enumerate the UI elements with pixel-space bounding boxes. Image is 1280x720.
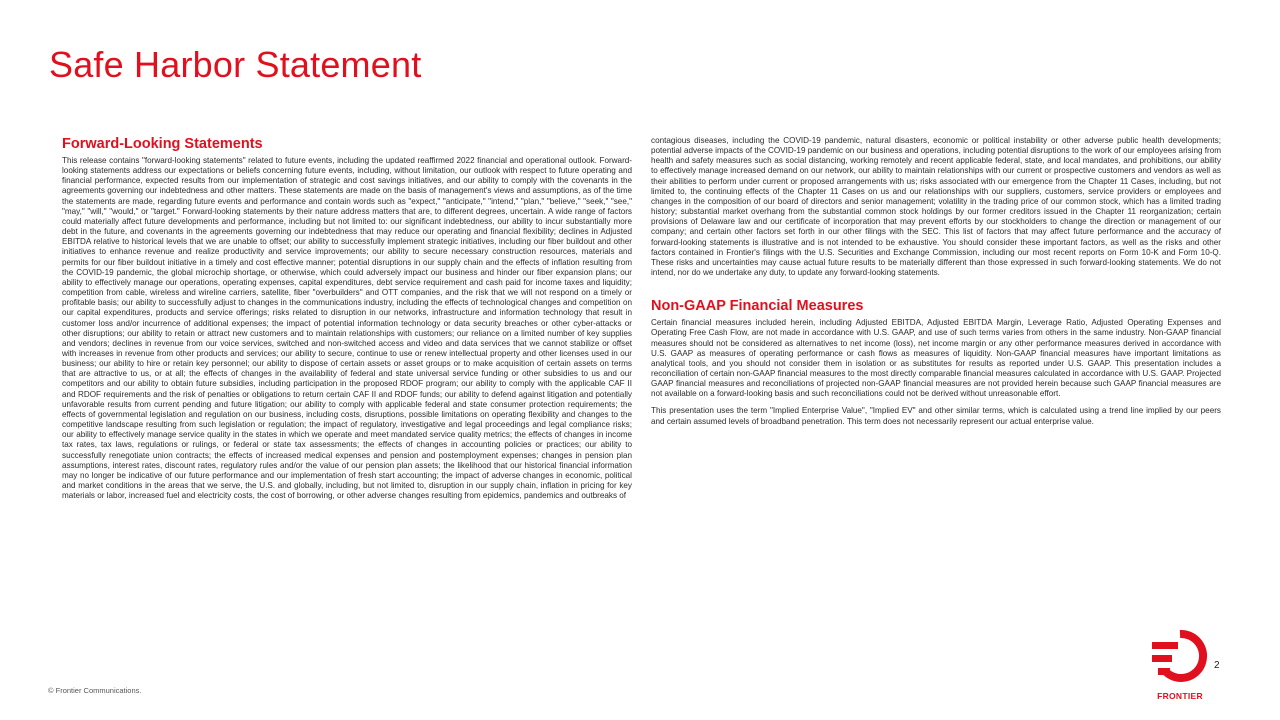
left-column — [62, 136, 632, 501]
page-number: 2 — [1214, 660, 1220, 671]
forward-looking-continuation: contagious diseases, including the COVID-19 pandemic, natural disasters, economic or political instability or other adverse public health developments; potential adverse impacts of the COVID-19 pandemic on our business and operations, including potential disruptions to the work of our employees arising from health and safety measures such as social distancing, working remotely and recent applicable federal, state, and local mandates, and prohibitions, our ability to effectively manage increased demand on our network, our ability to maintain relationships with our current or prospective customers and vendors as well as their abilities to perform under current or proposed arrangements with us; risks associated with our emergence from the Chapter 11 Cases, including, but not limited to, the continuing effects of the Chapter 11 Cases on us and our relationships with our suppliers, customers, service providers or employees and changes in the composition of our board of directors and senior management; volatility in the trading price of our common stock, which has a limited trading history; substantial market overhang from the substantial common stock holdings by our former creditors issued in the Chapter 11 reorganization; certain provisions of Delaware law and our certificate of incorporation that may prevent efforts by our stockholders to change the direction or management of our company; and certain other factors set forth in our other filings with the SEC. This list of factors that may affect future performance and the accuracy of forward-looking statements is illustrative and is not intended to be exhaustive. You should consider these important factors, as well as the risks and other factors contained in Frontier's filings with the U.S. Securities and Exchange Commission, including our most recent reports on Form 10-K and Form 10-Q. These risks and uncertainties may cause actual future results to be materially different than those expressed in such forward-looking statements. We do not intend, nor do we undertake any duty, to update any forward-looking statements. — [651, 136, 1221, 278]
frontier-logo — [1146, 628, 1216, 702]
page-title: Safe Harbor Statement — [49, 44, 422, 85]
non-gaap-paragraph-1: Certain financial measures included herein, including Adjusted EBITDA, Adjusted EBITDA Margin, Leverage Ratio, Adjusted Operating Expenses and Operating Free Cash Flow, are not made in accordance with U.S. GAAP, and use of such terms varies from others in the same industry. Non-GAAP financial measures should not be considered as alternatives to net income (loss), net income margin or any other performance measures derived in accordance with U.S. GAAP as measures of operating performance or cash flows as measures of liquidity. Non-GAAP financial measures have important limitations as analytical tools, and you should not consider them in isolation or as substitutes for results as reported under U.S. GAAP. This presentation includes a reconciliation of certain non-GAAP financial measures to the most directly comparable financial measures calculated in accordance with U.S. GAAP. Projected GAAP financial measures and reconciliations of projected non-GAAP financial measures are not provided herein because such GAAP financial measures are not available on a forward-looking basis and such reconciliations could not be derived without unreasonable effort. — [651, 318, 1221, 399]
non-gaap-heading: Non-GAAP Financial Measures — [651, 298, 864, 315]
copyright-notice: © Frontier Communications. — [48, 686, 142, 695]
frontier-f-logo-icon — [1150, 628, 1210, 684]
forward-looking-heading: Forward-Looking Statements — [62, 136, 263, 152]
logo-wordmark: FRONTIER — [1157, 691, 1203, 701]
forward-looking-paragraph: This release contains "forward-looking statements" related to future events, including the updated reaffirmed 2022 financial and operational outlook. Forward-looking statements address our expectations or beliefs concerning future events, including, without limitation, our outlook with respect to future operating and financial performance, expected results from our implementation of strategic and cost savings initiatives, and our ability to comply with the covenants in the agreements governing our indebtedness and other matters. These statements are made on the basis of management's views and assumptions, as of the time the statements are made, regarding future events and performance and contain words such as "expect," "anticipate," "intend," "plan," "believe," "seek," "see," "may," "will," "would," or "target." Forward-looking statements by their nature address matters that are, to different degrees, uncertain. A wide range of factors could materially affect future developments and performance, including but not limited to: our significant indebtedness, our ability to incur substantially more debt in the future, and covenants in the agreements governing our indebtedness that may reduce our operating and financial flexibility; declines in Adjusted EBITDA relative to historical levels that we are unable to offset; our ability to successfully implement strategic initiatives, including our fiber buildout and other initiatives to enhance revenue and realize productivity and service improvements; our ability to secure necessary construction resources, materials and permits for our fiber buildout initiative in a timely and cost effective manner; potential disruptions in our supply chain and the effects of inflation resulting from the COVID-19 pandemic, the global microchip shortage, or otherwise, which could adversely impact our business and hinder our fiber expansion plans; our ability to effectively manage our operations, operating expenses, capital expenditures, debt service requirement and cash paid for income taxes and liquidity; competition from cable, wireless and wireline carriers, satellite, fiber "overbuilders" and OTT companies, and the risk that we will not respond on a timely or profitable basis; our ability to successfully adjust to changes in the communications industry, including the effects of technological changes and competition on our capital expenditures, products and service offerings; risks related to disruption in our networks, infrastructure and information technology that result in customer loss and/or incurrence of additional expenses; the impact of potential information technology or data security breaches or other cyber-attacks or other disruptions; our ability to retain or attract new customers and to maintain relationships with customers; our reliance on a limited number of key supplies and vendors; declines in revenue from our voice services, switched and non-switched access and video and data services that we cannot stabilize or offset with increases in revenue from other products and services; our ability to secure, continue to use or renew intellectual property and other licenses used in our business; our ability to hire or retain key personnel; our ability to dispose of certain assets or asset groups or to make acquisition of certain assets on terms that are attractive to us, or at all; the effects of changes in the availability of federal and state universal service funding or other subsidies to us and our competitors and our ability to obtain future subsidies, including participation in the proposed RDOF program; our ability to comply with the applicable CAF II and RDOF requirements and the risk of penalties or obligations to return certain CAF II and RDOF funds; our ability to defend against litigation and potentially unfavorable results from current pending and future litigation; our ability to comply with applicable federal and state consumer protection requirements; the effects of governmental legislation and regulation on our business, including costs, disruptions, possible limitations on operating flexibility and changes to the competitive landscape resulting from such legislation or regulation; the impact of regulatory, investigative and legal proceedings and legal compliance risks; our ability to effectively manage service quality in the states in which we operate and meet mandated service quality metrics; the effects of changes in income tax rates, tax laws, regulations or rulings, or federal or state tax assessments; the effects of changes in accounting policies or practices; our ability to successfully renegotiate union contracts; the effects of increased medical expenses and pension and postemployment expenses; changes in pension plan assumptions, interest rates, discount rates, regulatory rules and/or the value of our pension plan assets; the likelihood that our historical financial information may no longer be indicative of our future performance and our implementation of fresh start accounting; the impact of adverse changes in economic, political and market conditions in the areas that we serve, the U.S. and globally, including, but not limited to, disruption in our supply chain, inflation in pricing for key materials or labor, increased fuel and electricity costs, the cost of borrowing, or other adverse changes resulting from epidemics, pandemics and outbreaks of — [62, 156, 632, 501]
right-column — [651, 136, 1221, 427]
non-gaap-paragraph-2: This presentation uses the term "Implied Enterprise Value", "Implied EV" and other similar terms, which is calculated using a trend line implied by our peers and certain assumed levels of broadband penetration. This term does not necessarily represent our actual enterprise value. — [651, 406, 1221, 426]
